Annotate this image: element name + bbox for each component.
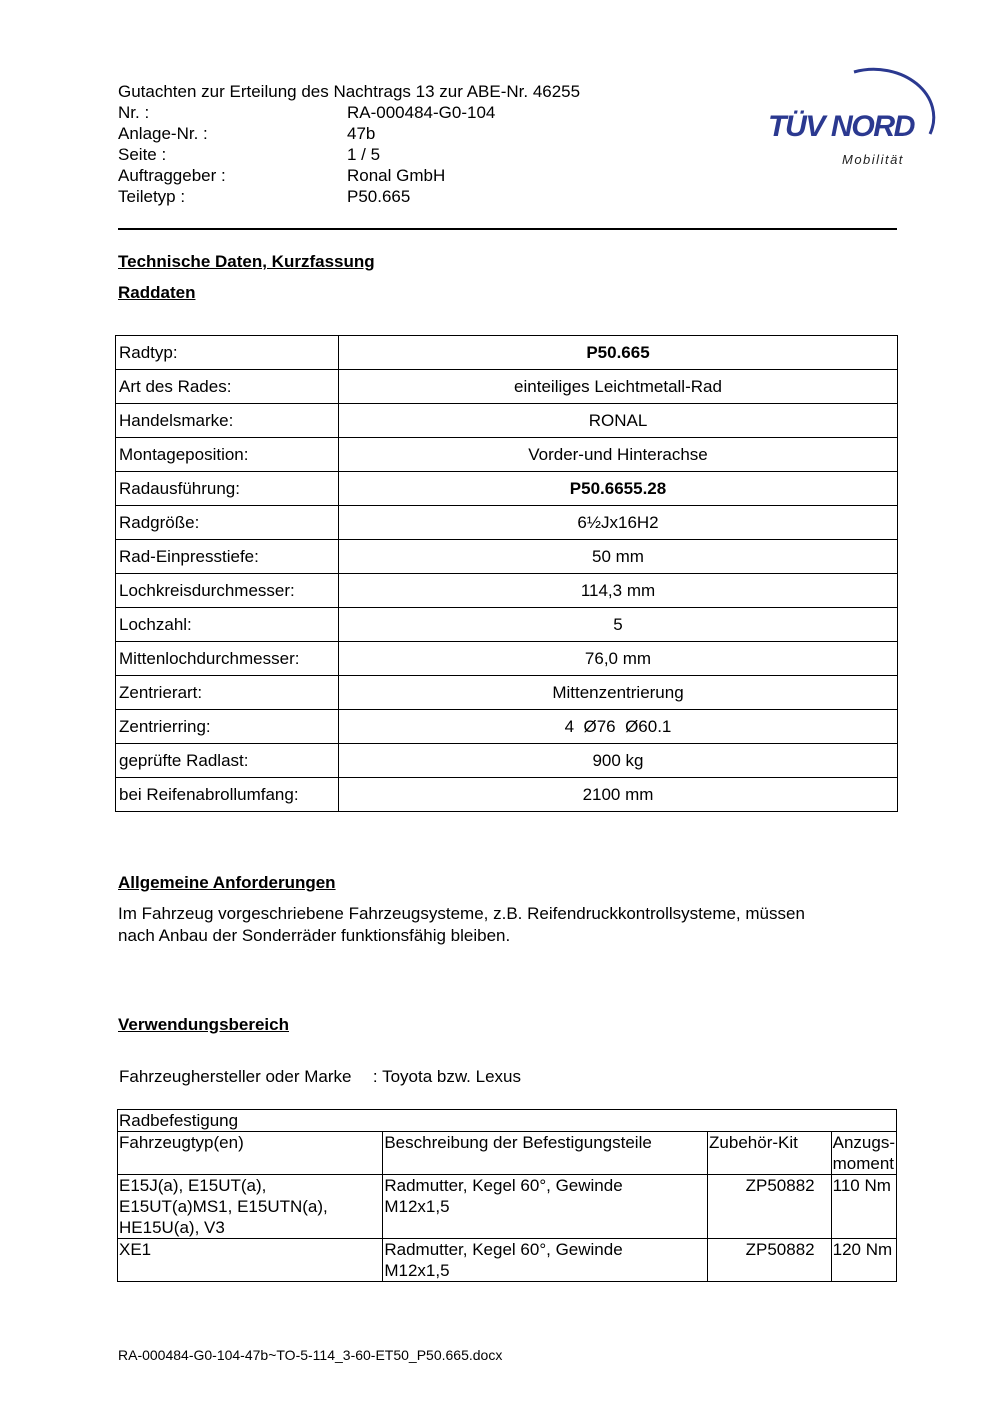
header-label: Nr. :: [118, 103, 150, 122]
cell-line: Radmutter, Kegel 60°, Gewinde: [384, 1240, 623, 1259]
raddaten-value: 50 mm: [339, 540, 898, 574]
raddaten-value: einteiliges Leichtmetall-Rad: [339, 370, 898, 404]
raddaten-label: Rad-Einpresstiefe:: [116, 540, 339, 574]
column-header-fahrzeugtyp: Fahrzeugtyp(en): [118, 1132, 383, 1175]
header-value: RA-000484-G0-104: [347, 103, 496, 122]
raddaten-label: Lochzahl:: [116, 608, 339, 642]
header-row-auftraggeber: [118, 165, 580, 186]
header-row-seite: [118, 144, 580, 165]
header-label: Seite :: [118, 145, 167, 164]
tech-data-heading: Technische Daten, Kurzfassung: [118, 252, 375, 271]
cell-line: HE15U(a), V3: [119, 1218, 225, 1237]
header-value: P50.665: [347, 187, 411, 206]
column-header-zubehoer-kit: Zubehör-Kit: [708, 1132, 832, 1175]
header-title: Gutachten zur Erteilung des Nachtrags 13 zur ABE-Nr. 46255: [118, 82, 581, 101]
raddaten-value: 5: [339, 608, 898, 642]
raddaten-label: Handelsmarke:: [116, 404, 339, 438]
table-row: [118, 1175, 897, 1239]
manufacturer-separator: :: [372, 1067, 378, 1086]
table-row: [116, 506, 898, 540]
raddaten-value: 76,0 mm: [339, 642, 898, 676]
cell-line: M12x1,5: [384, 1261, 450, 1280]
raddaten-value: Mittenzentrierung: [339, 676, 898, 710]
header-line: moment: [832, 1154, 895, 1173]
manufacturer-value: Toyota bzw. Lexus: [382, 1067, 521, 1086]
cell-line: XE1: [119, 1240, 152, 1259]
raddaten-table: [115, 335, 898, 812]
raddaten-label: geprüfte Radlast:: [116, 744, 339, 778]
table-header-row: [118, 1132, 897, 1175]
raddaten-label: Art des Rades:: [116, 370, 339, 404]
raddaten-value: 4 Ø76 Ø60.1: [339, 710, 898, 744]
table-row: [116, 710, 898, 744]
raddaten-label: Zentrierart:: [116, 676, 339, 710]
table-row: [116, 540, 898, 574]
raddaten-heading: Raddaten: [118, 283, 196, 302]
table-row: [116, 472, 898, 506]
table-row: [116, 778, 898, 812]
raddaten-label: Lochkreisdurchmesser:: [116, 574, 339, 608]
header-row-nr: [118, 102, 580, 123]
header-label: Anlage-Nr. :: [118, 124, 208, 143]
header-value: 1 / 5: [347, 145, 381, 164]
zubehoer-kit-cell: ZP50882: [708, 1175, 832, 1239]
raddaten-value: 900 kg: [339, 744, 898, 778]
allgemeine-anforderungen-text: [118, 903, 908, 947]
table-row: [116, 744, 898, 778]
anzugsmoment-cell: 110 Nm: [831, 1175, 896, 1239]
fahrzeugtyp-cell: [118, 1239, 383, 1282]
table-row: [116, 676, 898, 710]
table-row: [116, 336, 898, 370]
raddaten-value: 6½Jx16H2: [339, 506, 898, 540]
table-row: [116, 370, 898, 404]
fahrzeugtyp-cell: [118, 1175, 383, 1239]
raddaten-value: P50.665: [339, 336, 898, 370]
raddaten-value: 114,3 mm: [339, 574, 898, 608]
header-label: Auftraggeber :: [118, 166, 226, 185]
table-row: [116, 608, 898, 642]
table-row: [116, 438, 898, 472]
zubehoer-kit-cell: ZP50882: [708, 1239, 832, 1282]
header-divider: [118, 228, 897, 230]
header-label: Teiletyp :: [118, 187, 186, 206]
raddaten-label: Mittenlochdurchmesser:: [116, 642, 339, 676]
raddaten-label: Montageposition:: [116, 438, 339, 472]
manufacturer-label: Fahrzeughersteller oder Marke: [119, 1067, 352, 1086]
beschreibung-cell: [383, 1239, 708, 1282]
table-row: [116, 642, 898, 676]
column-header-beschreibung: Beschreibung der Befestigungsteile: [383, 1132, 708, 1175]
footer-filename: RA-000484-G0-104-47b~TO-5-114_3-60-ET50_P50.665.docx: [118, 1347, 503, 1363]
radbefestigung-table: [117, 1109, 897, 1282]
raddaten-label: Radausführung:: [116, 472, 339, 506]
header-row-anlage: [118, 123, 580, 144]
cell-line: E15J(a), E15UT(a),: [119, 1176, 267, 1195]
anzugsmoment-cell: 120 Nm: [831, 1239, 896, 1282]
raddaten-value: P50.6655.28: [339, 472, 898, 506]
raddaten-value: 2100 mm: [339, 778, 898, 812]
cell-line: Radmutter, Kegel 60°, Gewinde: [384, 1176, 623, 1195]
paragraph-line: Im Fahrzeug vorgeschriebene Fahrzeugsysteme, z.B. Reifendruckkontrollsysteme, müssen: [118, 904, 805, 923]
raddaten-label: Radtyp:: [116, 336, 339, 370]
beschreibung-cell: [383, 1175, 708, 1239]
table-title-row: [118, 1110, 897, 1132]
raddaten-value: Vorder-und Hinterachse: [339, 438, 898, 472]
raddaten-label: Zentrierring:: [116, 710, 339, 744]
raddaten-label: Radgröße:: [116, 506, 339, 540]
paragraph-line: nach Anbau der Sonderräder funktionsfähig bleiben.: [118, 926, 511, 945]
header-line: Anzugs-: [832, 1133, 895, 1152]
raddaten-label: bei Reifenabrollumfang:: [116, 778, 339, 812]
table-row: [116, 574, 898, 608]
logo-brand-text: TÜV NORD: [768, 110, 915, 143]
header-row-teiletyp: [118, 186, 580, 207]
cell-line: M12x1,5: [384, 1197, 450, 1216]
radbefestigung-title: Radbefestigung: [118, 1110, 897, 1132]
header-value: 47b: [347, 124, 376, 143]
allgemeine-anforderungen-heading: Allgemeine Anforderungen: [118, 873, 336, 892]
document-header: [118, 81, 580, 207]
tuv-nord-logo: [760, 58, 942, 174]
verwendungsbereich-heading: Verwendungsbereich: [118, 1015, 289, 1034]
table-row: [116, 404, 898, 438]
cell-line: E15UT(a)MS1, E15UTN(a),: [119, 1197, 328, 1216]
table-row: [118, 1239, 897, 1282]
column-header-anzugsmoment: [831, 1132, 896, 1175]
manufacturer-line: [119, 1067, 521, 1087]
logo-sub-text: Mobilität: [842, 152, 904, 167]
header-value: Ronal GmbH: [347, 166, 446, 185]
raddaten-value: RONAL: [339, 404, 898, 438]
